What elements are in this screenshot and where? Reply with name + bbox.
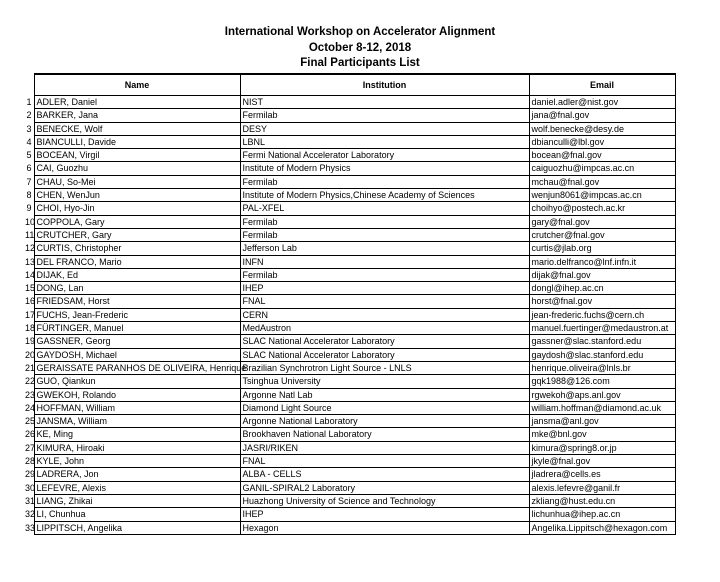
participant-name: GASSNER, Georg — [34, 335, 240, 348]
participant-email: curtis@jlab.org — [529, 242, 675, 255]
row-number: 20 — [25, 349, 36, 360]
participant-email: daniel.adler@nist.gov — [529, 96, 675, 109]
participant-institution: Brazilian Synchrotron Light Source - LNLS — [240, 361, 529, 374]
row-number: 21 — [25, 362, 36, 373]
participant-institution: Diamond Light Source — [240, 401, 529, 414]
participant-institution: FNAL — [240, 455, 529, 468]
participant-institution: Huazhong University of Science and Technology — [240, 494, 529, 507]
participant-institution: SLAC National Accelerator Laboratory — [240, 348, 529, 361]
participant-name: LIANG, Zhikai — [34, 494, 240, 507]
table-row — [23, 401, 675, 414]
participant-name: CHOI, Hyo-Jin — [34, 202, 240, 215]
table-row — [23, 202, 675, 215]
table-row — [23, 268, 675, 281]
row-number: 6 — [26, 163, 32, 174]
participant-email: manuel.fuertinger@medaustron.at — [529, 322, 675, 335]
row-number: 28 — [25, 456, 36, 467]
participant-name: KE, Ming — [34, 428, 240, 441]
participant-email: lichunhua@ihep.ac.cn — [529, 508, 675, 521]
participant-name: GWEKOH, Rolando — [34, 388, 240, 401]
participant-email: dbianculli@lbl.gov — [529, 135, 675, 148]
table-row — [23, 122, 675, 135]
row-number: 27 — [25, 442, 36, 453]
row-number: 4 — [26, 136, 32, 147]
participant-institution: Hexagon — [240, 521, 529, 534]
table-body — [23, 96, 675, 535]
table-row — [23, 468, 675, 481]
participant-email: kimura@spring8.or.jp — [529, 441, 675, 454]
table-row — [23, 375, 675, 388]
participant-name: BOCEAN, Virgil — [34, 149, 240, 162]
participant-email: jana@fnal.gov — [529, 109, 675, 122]
participant-name: LADRERA, Jon — [34, 468, 240, 481]
participant-name: KYLE, John — [34, 455, 240, 468]
participant-institution: SLAC National Accelerator Laboratory — [240, 335, 529, 348]
participant-email: gaydosh@slac.stanford.edu — [529, 348, 675, 361]
participant-email: mke@bnl.gov — [529, 428, 675, 441]
row-number: 14 — [25, 269, 36, 280]
table-row — [23, 441, 675, 454]
participant-institution: Tsinghua University — [240, 375, 529, 388]
row-number: 15 — [25, 283, 36, 294]
table-row — [23, 322, 675, 335]
participant-institution: Fermilab — [240, 109, 529, 122]
table-row — [23, 428, 675, 441]
participant-institution: NIST — [240, 96, 529, 109]
participant-institution: ALBA - CELLS — [240, 468, 529, 481]
participants-table — [23, 73, 676, 535]
participant-email: rgwekoh@aps.anl.gov — [529, 388, 675, 401]
participant-email: wenjun8061@impcas.ac.cn — [529, 189, 675, 202]
participant-institution: Fermilab — [240, 215, 529, 228]
row-number: 13 — [25, 256, 36, 267]
row-number: 2 — [26, 110, 32, 121]
participant-email: mario.delfranco@lnf.infn.it — [529, 255, 675, 268]
participant-email: zkliang@hust.edu.cn — [529, 494, 675, 507]
participant-name: JANSMA, William — [34, 415, 240, 428]
participant-institution: Fermilab — [240, 175, 529, 188]
participant-institution: Institute of Modern Physics,Chinese Academy of Sciences — [240, 189, 529, 202]
participant-name: HOFFMAN, William — [34, 401, 240, 414]
participant-institution: FNAL — [240, 295, 529, 308]
participant-name: FUCHS, Jean-Frederic — [34, 308, 240, 321]
participant-name: BARKER, Jana — [34, 109, 240, 122]
row-number: 1 — [26, 97, 32, 107]
participant-institution: Fermi National Accelerator Laboratory — [240, 149, 529, 162]
participant-email: crutcher@fnal.gov — [529, 228, 675, 241]
participant-name: CHEN, WenJun — [34, 189, 240, 202]
participant-name: DIJAK, Ed — [34, 268, 240, 281]
row-number: 3 — [26, 123, 32, 134]
participant-institution: IHEP — [240, 282, 529, 295]
row-number: 33 — [25, 522, 36, 533]
participant-name: GAYDOSH, Michael — [34, 348, 240, 361]
participant-email: mchau@fnal.gov — [529, 175, 675, 188]
table-row — [23, 308, 675, 321]
participant-name: DEL FRANCO, Mario — [34, 255, 240, 268]
participant-email: william.hoffman@diamond.ac.uk — [529, 401, 675, 414]
row-number: 7 — [26, 176, 32, 187]
row-number: 18 — [25, 323, 36, 334]
table-row — [23, 242, 675, 255]
participant-name: ADLER, Daniel — [34, 96, 240, 109]
participant-institution: LBNL — [240, 135, 529, 148]
table-row — [23, 494, 675, 507]
participant-name: DONG, Lan — [34, 282, 240, 295]
table-row — [23, 96, 675, 109]
row-number: 19 — [25, 336, 36, 347]
participant-email: caiguozhu@impcas.ac.cn — [529, 162, 675, 175]
participant-email: jean-frederic.fuchs@cern.ch — [529, 308, 675, 321]
participant-institution: Institute of Modern Physics — [240, 162, 529, 175]
table-header-row — [23, 74, 675, 96]
participant-email: gassner@slac.stanford.edu — [529, 335, 675, 348]
participant-name: COPPOLA, Gary — [34, 215, 240, 228]
table-row — [23, 109, 675, 122]
participant-institution: Fermilab — [240, 228, 529, 241]
row-number: 11 — [25, 229, 35, 240]
participant-email: henrique.oliveira@lnls.br — [529, 361, 675, 374]
table-row — [23, 282, 675, 295]
table-row — [23, 228, 675, 241]
participant-email: jladrera@cells.es — [529, 468, 675, 481]
table-row — [23, 149, 675, 162]
participant-name: CRUTCHER, Gary — [34, 228, 240, 241]
row-number: 12 — [25, 243, 36, 254]
participant-institution: Fermilab — [240, 268, 529, 281]
participant-institution: Jefferson Lab — [240, 242, 529, 255]
participant-name: BENECKE, Wolf — [34, 122, 240, 135]
row-number: 5 — [26, 150, 32, 161]
row-number: 8 — [26, 190, 32, 201]
workshop-dates: October 8-12, 2018 — [308, 41, 412, 54]
participant-name: LIPPITSCH, Angelika — [34, 521, 240, 534]
row-number: 25 — [25, 416, 36, 427]
participant-email: Angelika.Lippitsch@hexagon.com — [529, 521, 675, 534]
table-row — [23, 335, 675, 348]
participant-name: KIMURA, Hiroaki — [34, 441, 240, 454]
column-header-email: Email — [529, 74, 675, 96]
table-row — [23, 135, 675, 148]
participant-institution: MedAustron — [240, 322, 529, 335]
row-number: 9 — [26, 203, 32, 214]
participant-name: FÜRTINGER, Manuel — [34, 322, 240, 335]
participant-email: jansma@anl.gov — [529, 415, 675, 428]
participant-name: LI, Chunhua — [34, 508, 240, 521]
table-row — [23, 348, 675, 361]
participant-institution: GANIL-SPIRAL2 Laboratory — [240, 481, 529, 494]
participant-name: CHAU, So-Mei — [34, 175, 240, 188]
table-row — [23, 415, 675, 428]
participant-name: CAI, Guozhu — [34, 162, 240, 175]
participant-email: jkyle@fnal.gov — [529, 455, 675, 468]
row-number: 24 — [25, 402, 36, 413]
table-row — [23, 361, 675, 374]
row-number: 22 — [25, 376, 36, 387]
row-number: 23 — [25, 389, 36, 400]
participant-institution: DESY — [240, 122, 529, 135]
participant-email: gqk1988@126.com — [529, 375, 675, 388]
list-subtitle: Final Participants List — [300, 57, 420, 69]
participant-institution: Argonne Natl Lab — [240, 388, 529, 401]
participant-institution: Argonne National Laboratory — [240, 415, 529, 428]
participant-email: wolf.benecke@desy.de — [529, 122, 675, 135]
document-header — [0, 25, 720, 72]
table-row — [23, 189, 675, 202]
workshop-title: International Workshop on Accelerator Alignment — [224, 26, 496, 38]
participant-institution: IHEP — [240, 508, 529, 521]
row-number-header — [23, 74, 34, 96]
participant-institution: PAL-XFEL — [240, 202, 529, 215]
participant-email: gary@fnal.gov — [529, 215, 675, 228]
participant-institution: Brookhaven National Laboratory — [240, 428, 529, 441]
table-row — [23, 162, 675, 175]
participant-email: dongl@ihep.ac.cn — [529, 282, 675, 295]
row-number: 26 — [25, 429, 36, 440]
table-row — [23, 481, 675, 494]
participant-institution: CERN — [240, 308, 529, 321]
participant-name: CURTIS, Christopher — [34, 242, 240, 255]
row-number: 29 — [25, 469, 36, 480]
participant-email: bocean@fnal.gov — [529, 149, 675, 162]
row-number: 16 — [25, 296, 36, 307]
table-row — [23, 388, 675, 401]
row-number: 32 — [25, 509, 36, 520]
participant-name: BIANCULLI, Davide — [34, 135, 240, 148]
participant-email: alexis.lefevre@ganil.fr — [529, 481, 675, 494]
participant-email: horst@fnal.gov — [529, 295, 675, 308]
participant-name: FRIEDSAM, Horst — [34, 295, 240, 308]
table-row — [23, 508, 675, 521]
column-header-name: Name — [34, 74, 240, 96]
row-number: 10 — [25, 216, 36, 227]
participant-name: GUO, Qiankun — [34, 375, 240, 388]
row-number: 30 — [25, 482, 36, 493]
participant-email: choihyo@postech.ac.kr — [529, 202, 675, 215]
table-row — [23, 175, 675, 188]
row-number: 31 — [25, 495, 36, 506]
table-row — [23, 521, 675, 534]
table-row — [23, 255, 675, 268]
row-number: 17 — [25, 309, 36, 320]
participant-name: GERAISSATE PARANHOS DE OLIVEIRA, Henrique — [34, 361, 240, 374]
participant-institution: JASRI/RIKEN — [240, 441, 529, 454]
table-row — [23, 455, 675, 468]
column-header-institution: Institution — [240, 74, 529, 96]
table-row — [23, 295, 675, 308]
participant-email: dijak@fnal.gov — [529, 268, 675, 281]
participant-institution: INFN — [240, 255, 529, 268]
participant-name: LEFEVRE, Alexis — [34, 481, 240, 494]
table-row — [23, 215, 675, 228]
